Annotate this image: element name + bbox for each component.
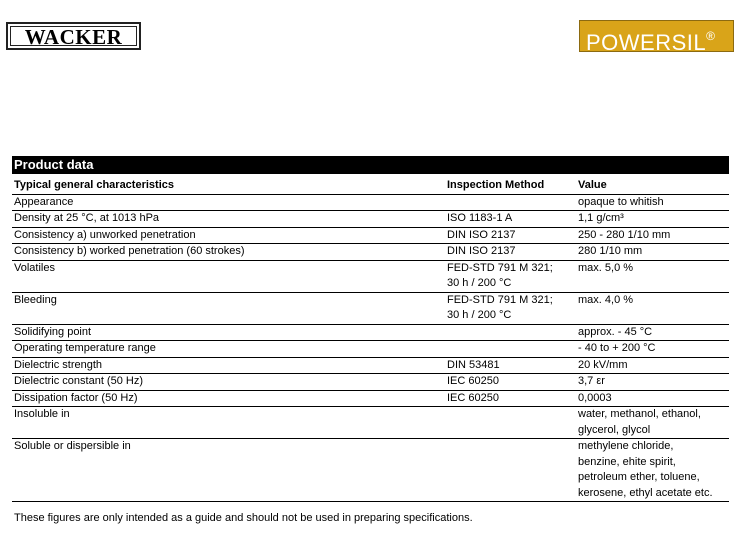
cell-characteristic — [12, 244, 445, 260]
table-row — [12, 195, 729, 212]
cell-method-line: FED-STD 791 M 321; — [447, 293, 553, 306]
cell-method-line — [447, 439, 576, 455]
cell-characteristic-line: Appearance — [14, 195, 74, 208]
cell-value-line: benzine, ehite spirit, — [578, 455, 676, 468]
wacker-logo-text: WACKER — [10, 26, 137, 46]
cell-method-line — [447, 407, 576, 423]
cell-value — [576, 195, 729, 211]
cell-method-line: 30 h / 200 °C — [447, 277, 512, 289]
cell-characteristic-line: Dielectric strength — [14, 358, 103, 371]
table-header-row — [12, 178, 729, 195]
cell-method — [445, 211, 576, 227]
cell-value-line: water, methanol, ethanol, — [578, 408, 701, 420]
cell-value — [576, 211, 729, 227]
cell-method — [445, 293, 576, 324]
cell-value-line: 20 kV/mm — [578, 358, 628, 371]
cell-characteristic — [12, 358, 445, 374]
cell-method-line: IEC 60250 — [447, 375, 499, 387]
cell-method-line — [447, 325, 576, 341]
cell-characteristic — [12, 407, 445, 438]
powersil-logo-text: POWERSIL — [586, 30, 707, 55]
cell-method-line — [447, 195, 576, 211]
table-row — [12, 228, 729, 245]
product-data-table — [12, 178, 729, 502]
cell-value — [576, 244, 729, 260]
cell-method-line: DIN ISO 2137 — [447, 228, 516, 241]
cell-value — [576, 391, 729, 407]
cell-characteristic — [12, 391, 445, 407]
cell-method — [445, 228, 576, 244]
cell-value — [576, 261, 729, 292]
table-row — [12, 439, 729, 502]
cell-characteristic-line: Bleeding — [14, 293, 57, 306]
table-row — [12, 261, 729, 293]
table-body — [12, 195, 729, 503]
cell-value-line: 3,7 εr — [578, 375, 605, 387]
cell-characteristic-line: Dielectric constant (50 Hz) — [14, 375, 143, 387]
cell-value-line: methylene chloride, — [578, 440, 674, 452]
cell-value — [576, 293, 729, 324]
cell-characteristic — [12, 293, 445, 324]
cell-method — [445, 195, 576, 211]
cell-value-line: 0,0003 — [578, 391, 612, 404]
cell-characteristic-line: Volatiles — [14, 261, 55, 274]
cell-value-line: 1,1 g/cm³ — [578, 212, 624, 224]
cell-method — [445, 325, 576, 341]
cell-method-line — [447, 341, 576, 357]
table-row — [12, 341, 729, 358]
cell-value — [576, 407, 729, 438]
cell-method — [445, 439, 576, 501]
cell-method — [445, 341, 576, 357]
cell-method-line: FED-STD 791 M 321; — [447, 261, 553, 274]
cell-method-line: 30 h / 200 °C — [447, 309, 512, 321]
cell-characteristic — [12, 325, 445, 341]
cell-value — [576, 341, 729, 357]
cell-characteristic — [12, 341, 445, 357]
cell-method — [445, 374, 576, 390]
cell-value-line: 250 - 280 1/10 mm — [578, 228, 671, 241]
cell-characteristic — [12, 374, 445, 390]
cell-value-line: max. 4,0 % — [578, 293, 634, 306]
cell-value-line: approx. - 45 °C — [578, 325, 653, 338]
cell-characteristic-line: Consistency b) worked penetration (60 strokes) — [14, 245, 245, 257]
cell-value-line: max. 5,0 % — [578, 261, 634, 274]
cell-characteristic-line: Insoluble in — [14, 408, 70, 420]
powersil-logo — [579, 20, 734, 55]
cell-characteristic-line: Dissipation factor (50 Hz) — [14, 391, 138, 404]
table-row — [12, 244, 729, 261]
cell-method — [445, 358, 576, 374]
cell-characteristic-line: Operating temperature range — [14, 342, 156, 354]
cell-characteristic — [12, 228, 445, 244]
table-row — [12, 374, 729, 391]
column-header-characteristic: Typical general characteristics — [14, 179, 174, 191]
cell-value-line: - 40 to + 200 °C — [578, 342, 656, 354]
cell-method-line: DIN 53481 — [447, 358, 500, 371]
cell-method — [445, 407, 576, 438]
cell-method — [445, 391, 576, 407]
cell-value — [576, 358, 729, 374]
table-row — [12, 211, 729, 228]
registered-mark: ® — [706, 29, 716, 43]
cell-method — [445, 244, 576, 260]
footnote: These figures are only intended as a guide and should not be used in preparing specifications. — [14, 512, 473, 524]
cell-characteristic — [12, 261, 445, 292]
cell-method-line: DIN ISO 2137 — [447, 245, 516, 257]
cell-characteristic-line: Soluble or dispersible in — [14, 440, 131, 452]
cell-method — [445, 261, 576, 292]
cell-method-line: ISO 1183-1 A — [447, 212, 513, 224]
cell-value-line: glycerol, glycol — [578, 423, 651, 436]
table-row — [12, 325, 729, 342]
cell-value — [576, 325, 729, 341]
cell-characteristic — [12, 211, 445, 227]
cell-characteristic — [12, 195, 445, 211]
table-row — [12, 293, 729, 325]
cell-value-line: petroleum ether, toluene, — [578, 471, 700, 483]
cell-characteristic-line: Density at 25 °C, at 1013 hPa — [14, 212, 160, 224]
cell-value — [576, 374, 729, 390]
cell-value-line: opaque to whitish — [578, 195, 664, 208]
cell-characteristic-line: Solidifying point — [14, 325, 92, 338]
wacker-logo — [6, 22, 141, 50]
cell-value-line: 280 1/10 mm — [578, 245, 643, 257]
cell-value-line: kerosene, ethyl acetate etc. — [578, 486, 713, 499]
cell-method-line: IEC 60250 — [447, 391, 499, 404]
cell-characteristic — [12, 439, 445, 501]
cell-value — [576, 228, 729, 244]
cell-value — [576, 439, 729, 501]
table-row — [12, 391, 729, 408]
table-row — [12, 358, 729, 375]
column-header-value: Value — [578, 179, 607, 191]
section-title: Product data — [12, 156, 729, 174]
cell-characteristic-line: Consistency a) unworked penetration — [14, 228, 196, 241]
table-row — [12, 407, 729, 439]
column-header-method: Inspection Method — [447, 179, 545, 191]
